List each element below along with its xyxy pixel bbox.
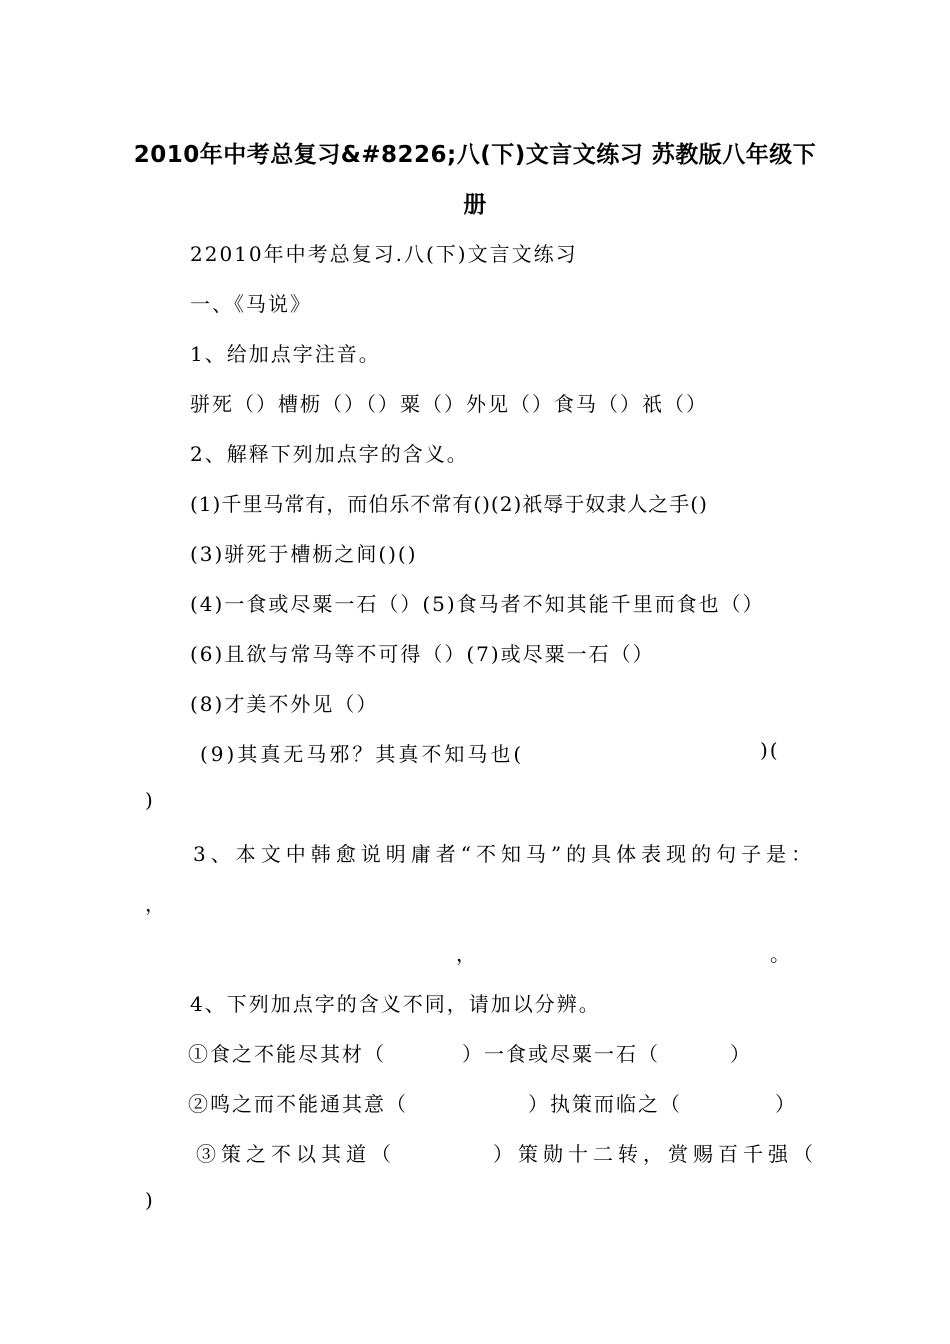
question-2-line-3: (4)一食或尽粟一石（）(5)食马者不知其能千里而食也（）	[190, 592, 765, 616]
document-title-line1: 2010年中考总复习&#8226;八(下)文言文练习 苏教版八年级下	[133, 142, 817, 168]
question-2-line-6-end: )	[145, 788, 155, 812]
question-1-items: 骈死（）槽枥（）（）粟（）外见（）食马（）祇（）	[190, 392, 708, 416]
question-1: 1、给加点字注音。	[190, 342, 381, 366]
body-heading: 22010年中考总复习.八(下)文言文练习	[190, 242, 578, 266]
question-2-line-2: (3)骈死于槽枥之间()()	[190, 542, 418, 566]
question-2-line-4: (6)且欲与常马等不可得（）(7)或尽粟一石（）	[190, 642, 655, 666]
question-4-item-1-b: ）一食或尽粟一石（	[462, 1042, 660, 1066]
question-3: 3、本文中韩愈说明庸者“不知马”的具体表现的句子是：	[193, 842, 817, 866]
question-3-comma-2: ，	[456, 942, 478, 966]
section-title-ma-shuo: 一、《马说》	[190, 292, 312, 316]
question-4-item-2-a: ②鸣之而不能通其意（	[188, 1092, 408, 1116]
question-2-line-1: (1)千里马常有，而伯乐不常有()(2)祇辱于奴隶人之手()	[190, 492, 708, 516]
question-4-item-1-a: ①食之不能尽其材（	[188, 1042, 386, 1066]
question-3-comma-1: ，	[145, 892, 167, 916]
question-4-item-3-b: ）策勋十二转，赏赐百千强（	[493, 1142, 818, 1166]
question-4-item-2-b: ）执策而临之（	[528, 1092, 682, 1116]
question-4: 4、下列加点字的含义不同，请加以分辨。	[190, 992, 601, 1016]
question-2-line-6-mid: )(	[760, 738, 780, 762]
question-2-line-5: (8)才美不外见（）	[190, 692, 379, 716]
question-4-item-3-c: )	[145, 1188, 155, 1212]
question-4-item-2-c: ）	[775, 1092, 797, 1116]
question-4-item-3-a: ③策之不以其道（	[196, 1142, 396, 1166]
question-2: 2、解释下列加点字的含义。	[190, 442, 469, 466]
question-2-line-6: (9)其真无马邪？其真不知马也(	[200, 742, 525, 766]
question-3-period: 。	[770, 942, 792, 966]
document-title-line2: 册	[463, 192, 487, 218]
question-4-item-1-c: ）	[730, 1042, 752, 1066]
